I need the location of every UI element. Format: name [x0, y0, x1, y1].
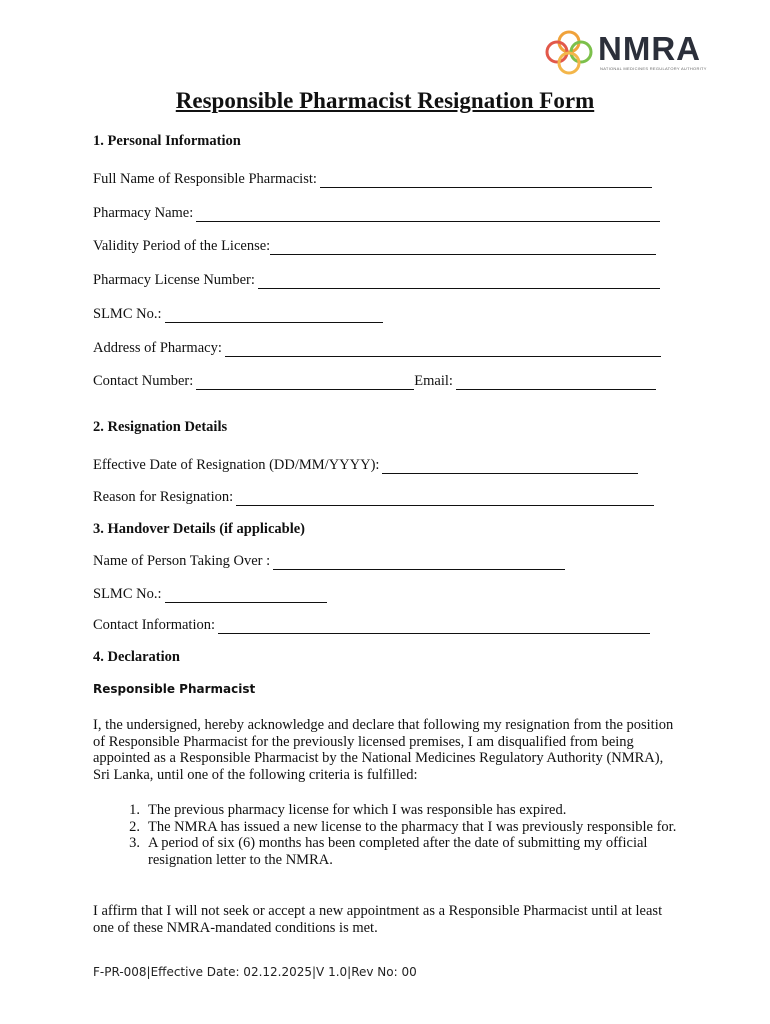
- list-item: [93, 819, 683, 836]
- affirmation-paragraph: I affirm that I will not seek or accept a new appointment as a Responsible Pharmacist until at least one of these NMRA-mandated conditions is met.: [93, 903, 663, 936]
- list-item-number: 3.: [129, 835, 140, 851]
- list-item-number: 1.: [129, 802, 140, 818]
- handover-slmc-field[interactable]: [93, 586, 327, 603]
- slmc-line[interactable]: [165, 307, 383, 323]
- handover-slmc-label: SLMC No.:: [93, 586, 162, 602]
- contact-number-label: Contact Number:: [93, 373, 194, 389]
- pharmacy-name-label: Pharmacy Name:: [93, 205, 194, 221]
- validity-field[interactable]: [93, 238, 656, 255]
- list-item-text: The NMRA has issued a new license to the pharmacy that I was previously responsible for.: [148, 818, 677, 835]
- pharmacy-name-field[interactable]: [93, 205, 660, 222]
- document-footer: F-PR-008|Effective Date: 02.12.2025|V 1.0|Rev No: 00: [93, 965, 417, 979]
- section-declaration-heading: 4. Declaration: [93, 649, 180, 665]
- contact-email-field[interactable]: [93, 373, 656, 390]
- list-item-text: The previous pharmacy license for which I was responsible has expired.: [148, 802, 567, 818]
- list-item: [93, 802, 683, 819]
- declaration-subheading: Responsible Pharmacist: [93, 682, 256, 696]
- validity-label: Validity Period of the License:: [93, 238, 271, 254]
- list-item: [93, 835, 683, 868]
- full-name-line[interactable]: [320, 172, 652, 188]
- nmra-logo: [543, 28, 733, 78]
- contact-number-line[interactable]: [196, 374, 414, 390]
- full-name-label: Full Name of Responsible Pharmacist:: [93, 171, 317, 187]
- nmra-rings-icon: [543, 30, 595, 76]
- section-resignation-heading: 2. Resignation Details: [93, 419, 228, 435]
- list-item-number: 2.: [129, 818, 140, 835]
- section-personal-heading: 1. Personal Information: [93, 133, 241, 149]
- taking-over-label: Name of Person Taking Over :: [93, 553, 271, 569]
- reason-line[interactable]: [236, 490, 654, 506]
- declaration-paragraph: I, the undersigned, hereby acknowledge and declare that following my resignation from the position of Responsible Pharmacist for the previously licensed premises, I am disqualified from being appointed as a Responsible Pharmacist by the National Medicines Regulatory Authority (NMRA), Sri Lanka, until one of the following criteria is fulfilled:: [93, 717, 674, 783]
- effective-date-field[interactable]: [93, 457, 638, 474]
- contact-info-field[interactable]: [93, 617, 650, 634]
- effective-date-line[interactable]: [382, 458, 638, 474]
- license-number-label: Pharmacy License Number:: [93, 272, 255, 288]
- section-handover-heading: 3. Handover Details (if applicable): [93, 521, 305, 537]
- criteria-list: [93, 802, 683, 868]
- slmc-label: SLMC No.:: [93, 306, 162, 322]
- address-line[interactable]: [225, 341, 661, 357]
- address-label: Address of Pharmacy:: [93, 340, 222, 356]
- taking-over-line[interactable]: [273, 554, 565, 570]
- contact-info-line[interactable]: [218, 618, 650, 634]
- address-field[interactable]: [93, 340, 661, 357]
- email-line[interactable]: [456, 374, 656, 390]
- logo-subtitle: NATIONAL MEDICINES REGULATORY AUTHORITY: [600, 66, 707, 71]
- license-number-line[interactable]: [258, 273, 660, 289]
- email-label: Email:: [414, 373, 453, 389]
- taking-over-field[interactable]: [93, 553, 565, 570]
- slmc-field[interactable]: [93, 306, 383, 323]
- validity-line[interactable]: [270, 239, 656, 255]
- license-number-field[interactable]: [93, 272, 660, 289]
- reason-label: Reason for Resignation:: [93, 489, 234, 505]
- list-item-text: A period of six (6) months has been completed after the date of submitting my official resignation letter to the NMRA.: [148, 835, 648, 868]
- full-name-field[interactable]: [93, 171, 652, 188]
- pharmacy-name-line[interactable]: [196, 206, 660, 222]
- contact-info-label: Contact Information:: [93, 617, 216, 633]
- reason-field[interactable]: [93, 489, 654, 506]
- handover-slmc-line[interactable]: [165, 587, 327, 603]
- logo-wordmark: NMRA: [598, 30, 701, 67]
- effective-date-label: Effective Date of Resignation (DD/MM/YYYY):: [93, 457, 380, 473]
- page-title: Responsible Pharmacist Resignation Form: [175, 88, 595, 113]
